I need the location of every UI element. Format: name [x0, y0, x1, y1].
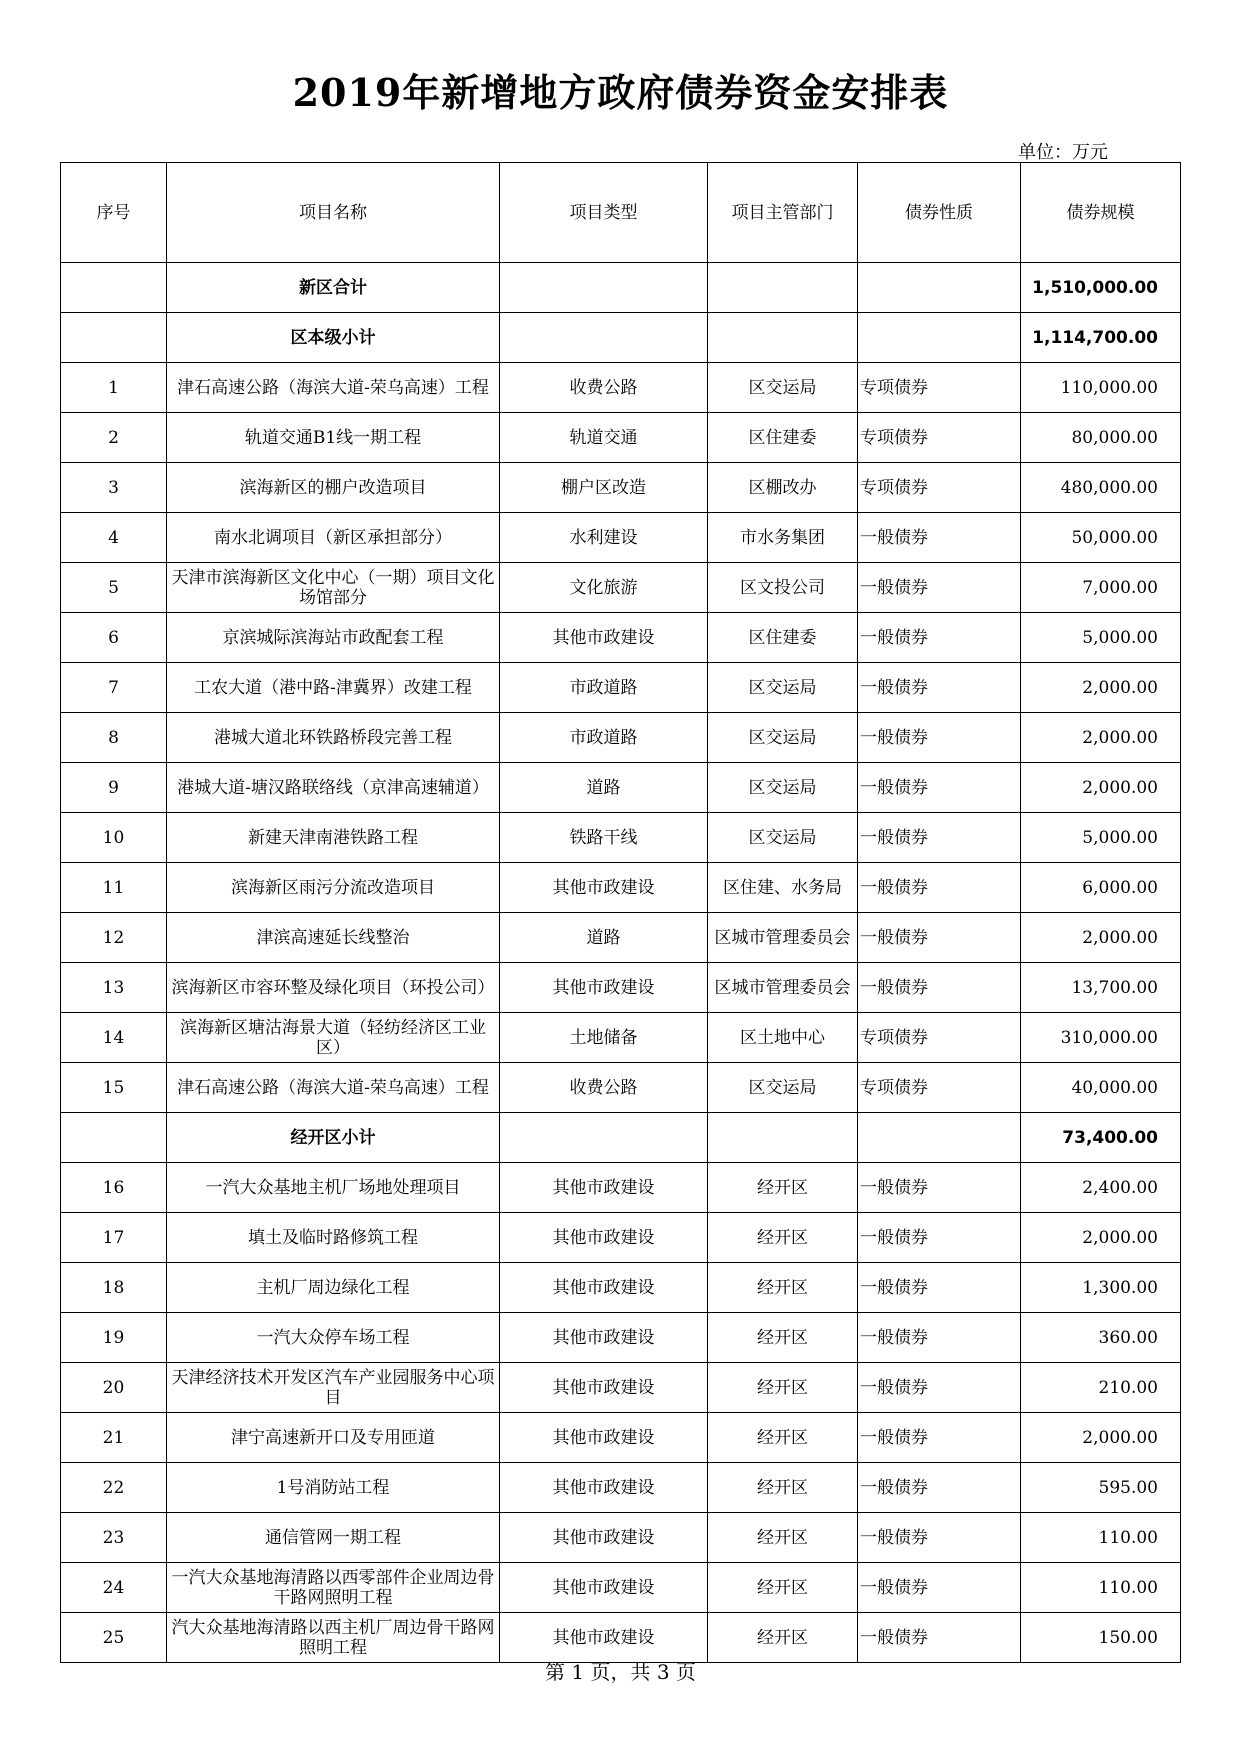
table-row: [61, 1463, 1181, 1513]
cell-department: 经开区: [708, 1513, 858, 1563]
cell-bond-amount: 2,000.00: [1021, 663, 1181, 713]
cell-project-type: 其他市政建设: [500, 613, 708, 663]
cell-bond-amount: 2,000.00: [1021, 1213, 1181, 1263]
cell-no: 8: [61, 713, 167, 763]
cell-project-type: 其他市政建设: [500, 1413, 708, 1463]
cell-no: 13: [61, 963, 167, 1013]
cell-department: 市水务集团: [708, 513, 858, 563]
cell-bond-amount: 480,000.00: [1021, 463, 1181, 513]
subtotal-row: [61, 313, 1181, 363]
cell-project-name: 区本级小计: [167, 313, 500, 363]
cell-department: 经开区: [708, 1263, 858, 1313]
cell-bond-amount: 310,000.00: [1021, 1013, 1181, 1063]
cell-bond-nature: 一般债券: [858, 563, 1021, 613]
table-row: [61, 363, 1181, 413]
cell-bond-nature: 一般债券: [858, 1163, 1021, 1213]
table-row: [61, 963, 1181, 1013]
cell-no: 3: [61, 463, 167, 513]
cell-bond-nature: 一般债券: [858, 613, 1021, 663]
cell-bond-nature: 一般债券: [858, 1513, 1021, 1563]
cell-project-name: 新区合计: [167, 263, 500, 313]
cell-department: [708, 313, 858, 363]
table-row: [61, 1263, 1181, 1313]
cell-bond-amount: 80,000.00: [1021, 413, 1181, 463]
table-row: [61, 613, 1181, 663]
cell-project-name: 港城大道-塘汉路联络线（京津高速辅道）: [167, 763, 500, 813]
cell-no: 18: [61, 1263, 167, 1313]
cell-project-type: 收费公路: [500, 1063, 708, 1113]
cell-no: 23: [61, 1513, 167, 1563]
cell-project-name: 津滨高速延长线整治: [167, 913, 500, 963]
table-row: [61, 563, 1181, 613]
unit-label: 单位：万元: [1018, 142, 1108, 163]
cell-no: 16: [61, 1163, 167, 1213]
cell-project-type: 其他市政建设: [500, 863, 708, 913]
cell-bond-nature: 一般债券: [858, 513, 1021, 563]
cell-project-type: [500, 263, 708, 313]
cell-bond-amount: 110,000.00: [1021, 363, 1181, 413]
cell-department: 区城市管理委员会: [708, 963, 858, 1013]
cell-bond-amount: 2,000.00: [1021, 1413, 1181, 1463]
cell-bond-amount: 1,510,000.00: [1021, 263, 1181, 313]
cell-department: 经开区: [708, 1213, 858, 1263]
cell-bond-amount: 150.00: [1021, 1613, 1181, 1663]
cell-no: [61, 263, 167, 313]
cell-department: 经开区: [708, 1313, 858, 1363]
cell-project-name: 一汽大众基地主机厂场地处理项目: [167, 1163, 500, 1213]
cell-department: 经开区: [708, 1563, 858, 1613]
cell-project-type: 水利建设: [500, 513, 708, 563]
page-footer: 第 1 页，共 3 页: [545, 1660, 696, 1684]
cell-project-type: 其他市政建设: [500, 1363, 708, 1413]
cell-project-type: 轨道交通: [500, 413, 708, 463]
cell-department: 区交运局: [708, 713, 858, 763]
cell-no: 1: [61, 363, 167, 413]
col-header-dept: 项目主管部门: [708, 163, 858, 263]
cell-bond-nature: 一般债券: [858, 963, 1021, 1013]
cell-project-name: 津宁高速新开口及专用匝道: [167, 1413, 500, 1463]
cell-bond-nature: 专项债券: [858, 363, 1021, 413]
cell-project-type: 其他市政建设: [500, 1513, 708, 1563]
cell-project-name: 南水北调项目（新区承担部分）: [167, 513, 500, 563]
cell-bond-nature: 一般债券: [858, 1463, 1021, 1513]
table-row: [61, 513, 1181, 563]
cell-department: 区住建委: [708, 413, 858, 463]
cell-department: 经开区: [708, 1163, 858, 1213]
table-body: [61, 263, 1181, 1663]
cell-department: 区棚改办: [708, 463, 858, 513]
table-row: [61, 1513, 1181, 1563]
cell-department: 经开区: [708, 1463, 858, 1513]
cell-project-name: 滨海新区市容环整及绿化项目（环投公司）: [167, 963, 500, 1013]
cell-project-type: 道路: [500, 763, 708, 813]
cell-project-name: 天津市滨海新区文化中心（一期）项目文化场馆部分: [167, 563, 500, 613]
cell-project-type: 其他市政建设: [500, 1313, 708, 1363]
cell-no: 10: [61, 813, 167, 863]
cell-no: 12: [61, 913, 167, 963]
cell-project-type: 其他市政建设: [500, 1163, 708, 1213]
cell-bond-amount: 40,000.00: [1021, 1063, 1181, 1113]
cell-department: 区交运局: [708, 763, 858, 813]
table-row: [61, 1213, 1181, 1263]
cell-no: [61, 1113, 167, 1163]
cell-project-name: 1号消防站工程: [167, 1463, 500, 1513]
cell-project-name: 一汽大众停车场工程: [167, 1313, 500, 1363]
cell-bond-nature: 一般债券: [858, 1613, 1021, 1663]
table-row: [61, 1363, 1181, 1413]
cell-bond-amount: 5,000.00: [1021, 813, 1181, 863]
cell-bond-amount: 6,000.00: [1021, 863, 1181, 913]
cell-department: 经开区: [708, 1613, 858, 1663]
cell-bond-nature: 专项债券: [858, 1013, 1021, 1063]
cell-bond-nature: 一般债券: [858, 1413, 1021, 1463]
cell-project-type: 其他市政建设: [500, 1613, 708, 1663]
table-row: [61, 1613, 1181, 1663]
cell-bond-nature: 一般债券: [858, 1363, 1021, 1413]
cell-bond-nature: 一般债券: [858, 863, 1021, 913]
cell-no: 7: [61, 663, 167, 713]
cell-bond-nature: 一般债券: [858, 913, 1021, 963]
cell-bond-amount: 73,400.00: [1021, 1113, 1181, 1163]
cell-department: 区城市管理委员会: [708, 913, 858, 963]
cell-no: 5: [61, 563, 167, 613]
cell-bond-nature: 一般债券: [858, 763, 1021, 813]
cell-bond-amount: 360.00: [1021, 1313, 1181, 1363]
table-row: [61, 1563, 1181, 1613]
cell-no: 6: [61, 613, 167, 663]
table-row: [61, 1163, 1181, 1213]
cell-no: 22: [61, 1463, 167, 1513]
cell-no: 24: [61, 1563, 167, 1613]
cell-department: 区交运局: [708, 363, 858, 413]
cell-bond-nature: [858, 313, 1021, 363]
cell-project-name: 一汽大众基地海清路以西零部件企业周边骨干路网照明工程: [167, 1563, 500, 1613]
cell-no: 4: [61, 513, 167, 563]
table-header-row: [61, 163, 1181, 263]
cell-bond-amount: 7,000.00: [1021, 563, 1181, 613]
cell-bond-amount: 50,000.00: [1021, 513, 1181, 563]
col-header-type: 项目类型: [500, 163, 708, 263]
cell-bond-amount: 1,300.00: [1021, 1263, 1181, 1313]
cell-bond-nature: 一般债券: [858, 1563, 1021, 1613]
table-row: [61, 1413, 1181, 1463]
cell-department: 区土地中心: [708, 1013, 858, 1063]
cell-department: 区交运局: [708, 813, 858, 863]
cell-no: 14: [61, 1013, 167, 1063]
table-row: [61, 913, 1181, 963]
cell-bond-amount: 2,000.00: [1021, 763, 1181, 813]
cell-no: 19: [61, 1313, 167, 1363]
cell-project-name: 填土及临时路修筑工程: [167, 1213, 500, 1263]
cell-project-type: 其他市政建设: [500, 1463, 708, 1513]
cell-department: 区交运局: [708, 1063, 858, 1113]
cell-bond-nature: [858, 1113, 1021, 1163]
table-row: [61, 663, 1181, 713]
table-row: [61, 763, 1181, 813]
cell-department: 区文投公司: [708, 563, 858, 613]
cell-department: [708, 1113, 858, 1163]
cell-project-name: 汽大众基地海清路以西主机厂周边骨干路网照明工程: [167, 1613, 500, 1663]
cell-bond-amount: 110.00: [1021, 1513, 1181, 1563]
cell-project-name: 滨海新区的棚户改造项目: [167, 463, 500, 513]
cell-bond-amount: 210.00: [1021, 1363, 1181, 1413]
table-row: [61, 463, 1181, 513]
cell-bond-nature: 专项债券: [858, 413, 1021, 463]
cell-no: 15: [61, 1063, 167, 1113]
cell-bond-nature: 一般债券: [858, 1313, 1021, 1363]
cell-bond-nature: 专项债券: [858, 463, 1021, 513]
cell-project-type: 其他市政建设: [500, 1263, 708, 1313]
cell-project-name: 新建天津南港铁路工程: [167, 813, 500, 863]
cell-bond-nature: 一般债券: [858, 1263, 1021, 1313]
cell-project-type: 棚户区改造: [500, 463, 708, 513]
cell-bond-nature: 一般债券: [858, 813, 1021, 863]
table-row: [61, 1313, 1181, 1363]
cell-project-name: 京滨城际滨海站市政配套工程: [167, 613, 500, 663]
cell-department: 经开区: [708, 1413, 858, 1463]
cell-project-name: 主机厂周边绿化工程: [167, 1263, 500, 1313]
cell-project-type: [500, 1113, 708, 1163]
cell-project-type: 土地储备: [500, 1013, 708, 1063]
cell-project-type: 铁路干线: [500, 813, 708, 863]
cell-project-type: 文化旅游: [500, 563, 708, 613]
col-header-no: 序号: [61, 163, 167, 263]
cell-bond-amount: 2,000.00: [1021, 913, 1181, 963]
cell-bond-amount: 2,400.00: [1021, 1163, 1181, 1213]
cell-project-name: 津石高速公路（海滨大道-荣乌高速）工程: [167, 363, 500, 413]
table-row: [61, 863, 1181, 913]
cell-department: 经开区: [708, 1363, 858, 1413]
cell-project-name: 津石高速公路（海滨大道-荣乌高速）工程: [167, 1063, 500, 1113]
cell-project-type: 其他市政建设: [500, 1563, 708, 1613]
cell-no: [61, 313, 167, 363]
cell-bond-amount: 5,000.00: [1021, 613, 1181, 663]
table-row: [61, 1013, 1181, 1063]
cell-no: 2: [61, 413, 167, 463]
cell-no: 11: [61, 863, 167, 913]
cell-no: 17: [61, 1213, 167, 1263]
cell-bond-nature: 专项债券: [858, 1063, 1021, 1113]
table-row: [61, 813, 1181, 863]
cell-bond-amount: 110.00: [1021, 1563, 1181, 1613]
cell-project-type: 其他市政建设: [500, 1213, 708, 1263]
cell-bond-amount: 1,114,700.00: [1021, 313, 1181, 363]
cell-project-name: 滨海新区塘沽海景大道（轻纺经济区工业区）: [167, 1013, 500, 1063]
cell-project-name: 轨道交通B1线一期工程: [167, 413, 500, 463]
cell-no: 9: [61, 763, 167, 813]
cell-bond-amount: 595.00: [1021, 1463, 1181, 1513]
bond-allocation-table: [60, 162, 1181, 1663]
cell-project-type: 市政道路: [500, 713, 708, 763]
cell-project-name: 天津经济技术开发区汽车产业园服务中心项目: [167, 1363, 500, 1413]
col-header-name: 项目名称: [167, 163, 500, 263]
cell-project-name: 港城大道北环铁路桥段完善工程: [167, 713, 500, 763]
cell-project-type: [500, 313, 708, 363]
table-row: [61, 1063, 1181, 1113]
cell-no: 20: [61, 1363, 167, 1413]
cell-project-name: 经开区小计: [167, 1113, 500, 1163]
subtotal-row: [61, 1113, 1181, 1163]
cell-project-name: 滨海新区雨污分流改造项目: [167, 863, 500, 913]
cell-bond-nature: 一般债券: [858, 1213, 1021, 1263]
col-header-amount: 债券规模: [1021, 163, 1181, 263]
table-row: [61, 713, 1181, 763]
cell-bond-nature: 一般债券: [858, 663, 1021, 713]
table-row: [61, 413, 1181, 463]
cell-department: 区住建、水务局: [708, 863, 858, 913]
cell-department: 区交运局: [708, 663, 858, 713]
subtotal-row: [61, 263, 1181, 313]
cell-department: 区住建委: [708, 613, 858, 663]
cell-project-type: 其他市政建设: [500, 963, 708, 1013]
col-header-nature: 债券性质: [858, 163, 1021, 263]
cell-bond-nature: [858, 263, 1021, 313]
cell-no: 21: [61, 1413, 167, 1463]
cell-bond-amount: 13,700.00: [1021, 963, 1181, 1013]
cell-project-type: 市政道路: [500, 663, 708, 713]
cell-project-type: 道路: [500, 913, 708, 963]
cell-project-name: 工农大道（港中路-津冀界）改建工程: [167, 663, 500, 713]
cell-project-type: 收费公路: [500, 363, 708, 413]
cell-bond-amount: 2,000.00: [1021, 713, 1181, 763]
cell-bond-nature: 一般债券: [858, 713, 1021, 763]
cell-department: [708, 263, 858, 313]
cell-no: 25: [61, 1613, 167, 1663]
cell-project-name: 通信管网一期工程: [167, 1513, 500, 1563]
page-title: 2019年新增地方政府债券资金安排表: [292, 70, 949, 115]
